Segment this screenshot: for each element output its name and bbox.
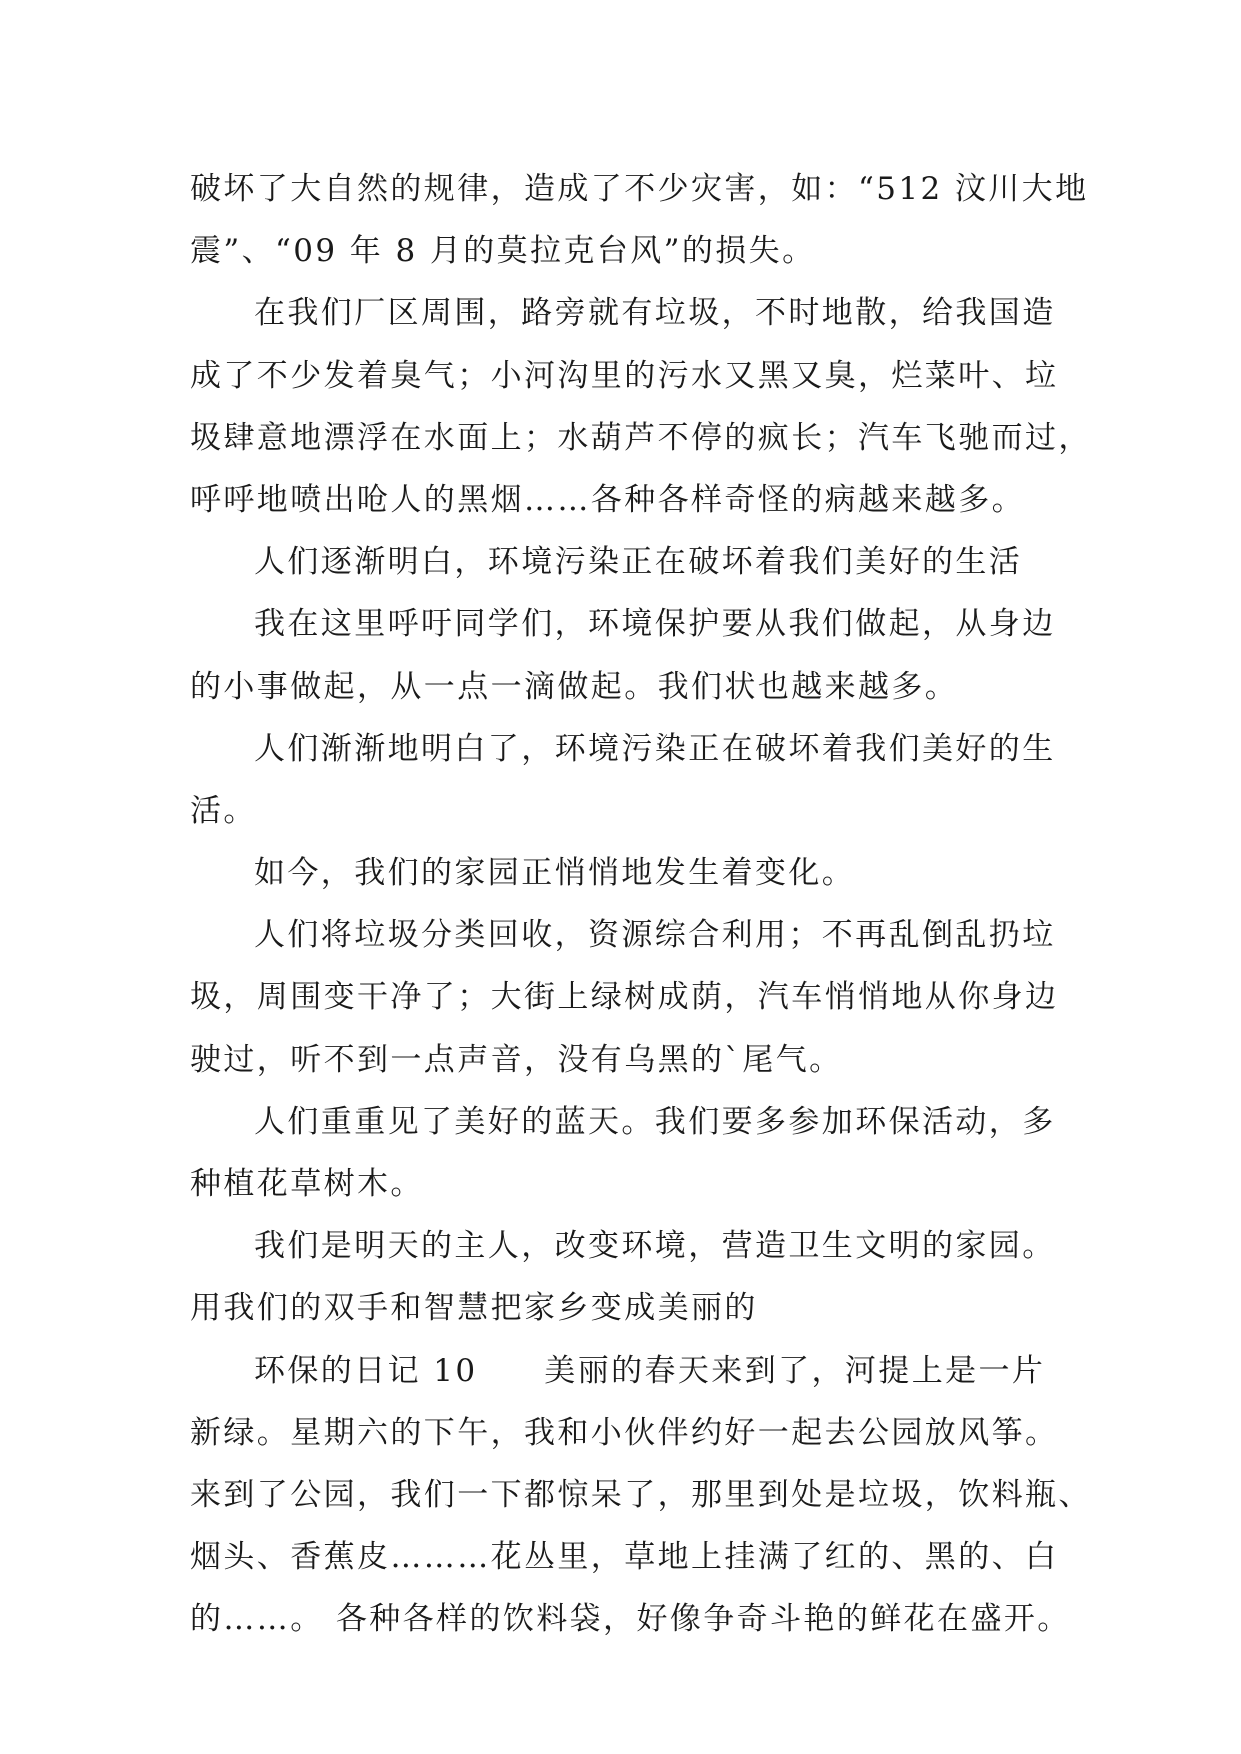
text-line: 破坏了大自然的规律，造成了不少灾害，如：“512 汶川大地 [190, 171, 1089, 207]
text-line: 用我们的双手和智慧把家乡变成美丽的 [190, 1290, 758, 1327]
text-line: 新绿。星期六的下午，我和小伙伴约好一起去公园放风筝。 [190, 1414, 1059, 1451]
text-line: 人们将垃圾分类回收，资源综合利用；不再乱倒乱扔垃 [254, 917, 1056, 954]
text-line: 震”、“09 年 8 月的莫拉克台风”的损失。 [190, 233, 816, 270]
text-line: 如今，我们的家园正悄悄地发生着变化。 [254, 855, 856, 892]
text-line: 我在这里呼吁同学们，环境保护要从我们做起，从身边 [254, 606, 1056, 643]
text-line: 驶过，听不到一点声音，没有乌黑的`尾气。 [190, 1041, 843, 1078]
document-body [190, 158, 1092, 1651]
text-line: 活。 [190, 792, 257, 829]
text-line: 的小事做起，从一点一滴做起。我们状也越来越多。 [190, 668, 959, 705]
text-line: 人们逐渐明白，环境污染正在破坏着我们美好的生活 [254, 544, 1023, 581]
text-line: 人们渐渐地明白了，环境污染正在破坏着我们美好的生 [254, 730, 1056, 767]
text-line: 在我们厂区周围，路旁就有垃圾，不时地散，给我国造 [254, 295, 1056, 332]
text-line: 环保的日记 10 美丽的春天来到了，河提上是一片 [254, 1352, 1046, 1389]
text-line: 成了不少发着臭气；小河沟里的污水又黑又臭，烂菜叶、垃 [190, 357, 1059, 394]
text-line: 烟头、香蕉皮………花丛里，草地上挂满了红的、黑的、白 [190, 1539, 1059, 1576]
text-line: 种植花草树木。 [190, 1166, 424, 1202]
text-line: 的……。 各种各样的饮料袋，好像争奇斗艳的鲜花在盛开。 [190, 1601, 1071, 1638]
text-line: 圾，周围变干净了；大街上绿树成荫，汽车悄悄地从你身边 [190, 979, 1059, 1016]
text-line: 我们是明天的主人，改变环境，营造卫生文明的家园。 [254, 1228, 1056, 1265]
text-line: 圾肆意地漂浮在水面上；水葫芦不停的疯长；汽车飞驰而过， [190, 419, 1092, 456]
text-line: 呼呼地喷出呛人的黑烟……各种各样奇怪的病越来越多。 [190, 481, 1025, 518]
text-line: 来到了公园，我们一下都惊呆了，那里到处是垃圾，饮料瓶、 [190, 1476, 1092, 1513]
text-line: 人们重重见了美好的蓝天。我们要多参加环保活动，多 [254, 1103, 1056, 1140]
